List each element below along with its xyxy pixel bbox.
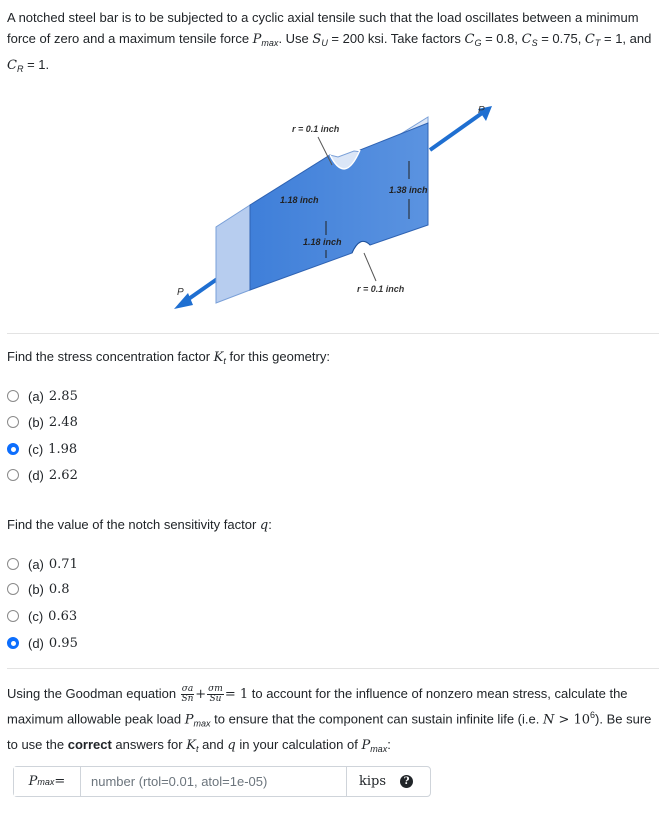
kt-option-c[interactable]: (c) 1.98 — [7, 440, 77, 458]
kt-option-a[interactable]: (a) 2.85 — [7, 387, 78, 405]
radio-button[interactable] — [7, 583, 19, 595]
pmax-label: P max = — [14, 767, 81, 796]
load-right-label: P — [478, 105, 485, 116]
width-left-label: 1.18 inch — [280, 195, 319, 205]
q-option-b[interactable]: (b) 0.8 — [7, 580, 70, 598]
bar-front-face — [250, 123, 428, 290]
width-middle-label: 1.18 inch — [303, 237, 342, 247]
sigma-m-over-su: $\frac{\sigma m}{Su}$ — [208, 684, 223, 705]
divider — [7, 333, 659, 334]
radio-button[interactable] — [7, 558, 19, 570]
bar-end-face — [216, 205, 250, 303]
pmax-input[interactable] — [81, 767, 346, 796]
unit-label: kips ? — [346, 767, 430, 796]
kt-option-d[interactable]: (d) 2.62 — [7, 466, 78, 484]
radio-button-selected[interactable] — [7, 637, 19, 649]
radio-button[interactable] — [7, 416, 19, 428]
radio-button[interactable] — [7, 469, 19, 481]
divider — [7, 668, 659, 669]
notched-bar-figure — [160, 95, 500, 315]
help-icon[interactable]: ? — [400, 775, 413, 788]
pmax-answer-group — [13, 766, 431, 797]
radio-button[interactable] — [7, 610, 19, 622]
sigma-a-over-sn: $\frac{\sigma a}{Sn}$ — [181, 684, 194, 705]
height-right-label: 1.38 inch — [389, 185, 428, 195]
radio-button-selected[interactable] — [7, 443, 19, 455]
kt-option-b[interactable]: (b) 2.48 — [7, 413, 78, 431]
q-option-d[interactable]: (d) 0.95 — [7, 634, 78, 652]
problem-statement: A notched steel bar is to be subjected to a cyclic axial tensile such that the load oscillates between a minimum force of zero and a maximum tensile force $P_{max}$. Use $S_U = 200$ ksi. Take factors $C_G = 0.8$, $C_S = 0.75$, $C_T = 1$, and $C_R = 1$. — [7, 10, 652, 74]
q-option-c[interactable]: (c) 0.63 — [7, 607, 77, 625]
question-pmax-prompt: Using the Goodman equation $\frac{\sigma a}{Sn}$ + $\frac{\sigma m}{Su}$ = 1 to account for the influence of nonzero mean stress, calculate the maximum allowable peak load $P_{max}$ to ensure that the component can sustain infinite life (i.e. $N > 10^6$). Be sure to use the correct answers for $K_t$ and q in your calculation of $P_{max}$: — [7, 684, 652, 755]
question-kt-prompt: Find the stress concentration factor $K_t$ for this geometry: — [7, 349, 330, 366]
load-left-label: P — [177, 287, 184, 298]
q-option-a[interactable]: (a) 0.71 — [7, 555, 78, 573]
radius-bottom-label: r = 0.1 inch — [357, 284, 405, 294]
radio-button[interactable] — [7, 390, 19, 402]
question-q-prompt: Find the value of the notch sensitivity factor q: — [7, 517, 272, 533]
radius-top-label: r = 0.1 inch — [292, 124, 340, 134]
